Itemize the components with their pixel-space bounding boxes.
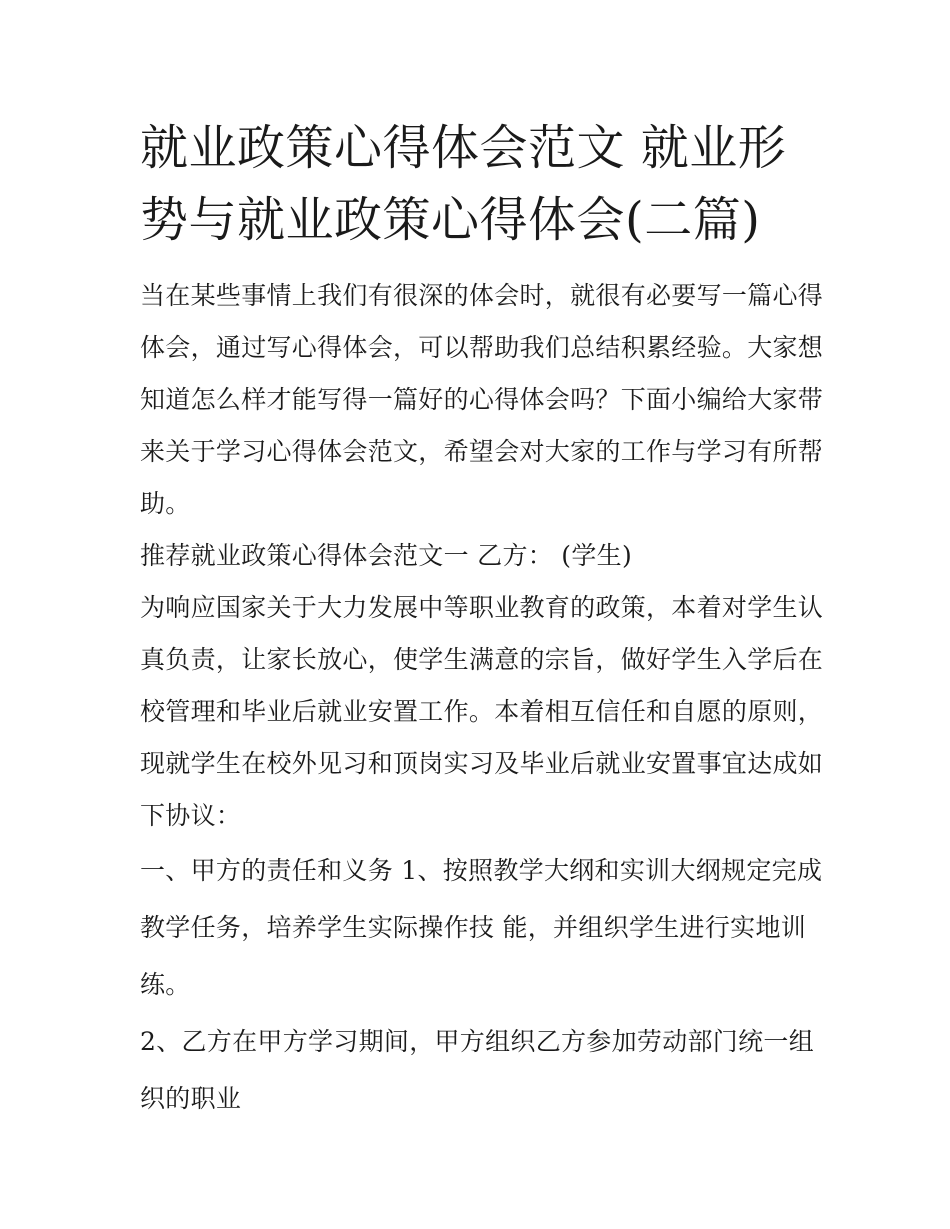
intro-line-2: 体会，通过写心得体会，可以帮助我们总结积累经验。大家想 <box>140 333 824 362</box>
body-paragraph <box>140 582 824 842</box>
item-2-line-2: 织的职业 <box>140 1084 242 1113</box>
document-title <box>140 112 820 256</box>
body-line-1: 为响应国家关于大力发展中等职业教育的政策，本着对学生认 <box>140 593 824 622</box>
item-2-line-1: 2、乙方在甲方学习期间，甲方组织乙方参加劳动部门统一组 <box>140 1027 815 1056</box>
section-heading-text: 推荐就业政策心得体会范文一 乙方： (学生) <box>140 541 633 570</box>
item-1-line-1: 一、甲方的责任和义务 1、按照教学大纲和实训大纲规定完成 <box>140 856 823 885</box>
document-content <box>140 112 824 1127</box>
title-line-1: 就业政策心得体会范文 就业形 <box>140 120 787 176</box>
intro-paragraph <box>140 270 824 530</box>
item-1-line-3: 练。 <box>140 970 191 999</box>
item-2-paragraph <box>140 1013 820 1127</box>
intro-line-3: 知道怎么样才能写得一篇好的心得体会吗？下面小编给大家带 <box>140 385 824 414</box>
body-line-2: 真负责，让家长放心，使学生满意的宗旨，做好学生入学后在 <box>140 645 824 674</box>
body-line-4: 现就学生在校外见习和顶岗实习及毕业后就业安置事宜达成如 <box>140 749 824 778</box>
body-line-5: 下协议： <box>140 801 242 830</box>
section-heading <box>140 530 820 582</box>
body-line-3: 校管理和毕业后就业安置工作。本着相互信任和自愿的原则， <box>140 697 824 726</box>
intro-line-4: 来关于学习心得体会范文，希望会对大家的工作与学习有所帮 <box>140 437 824 466</box>
item-1-line-2: 教学任务，培养学生实际操作技 能，并组织学生进行实地训 <box>140 913 807 942</box>
intro-line-5: 助。 <box>140 489 191 518</box>
title-line-2: 势与就业政策心得体会(二篇) <box>140 192 761 248</box>
item-1-paragraph <box>140 842 823 1013</box>
intro-line-1: 当在某些事情上我们有很深的体会时，就很有必要写一篇心得 <box>140 281 824 310</box>
